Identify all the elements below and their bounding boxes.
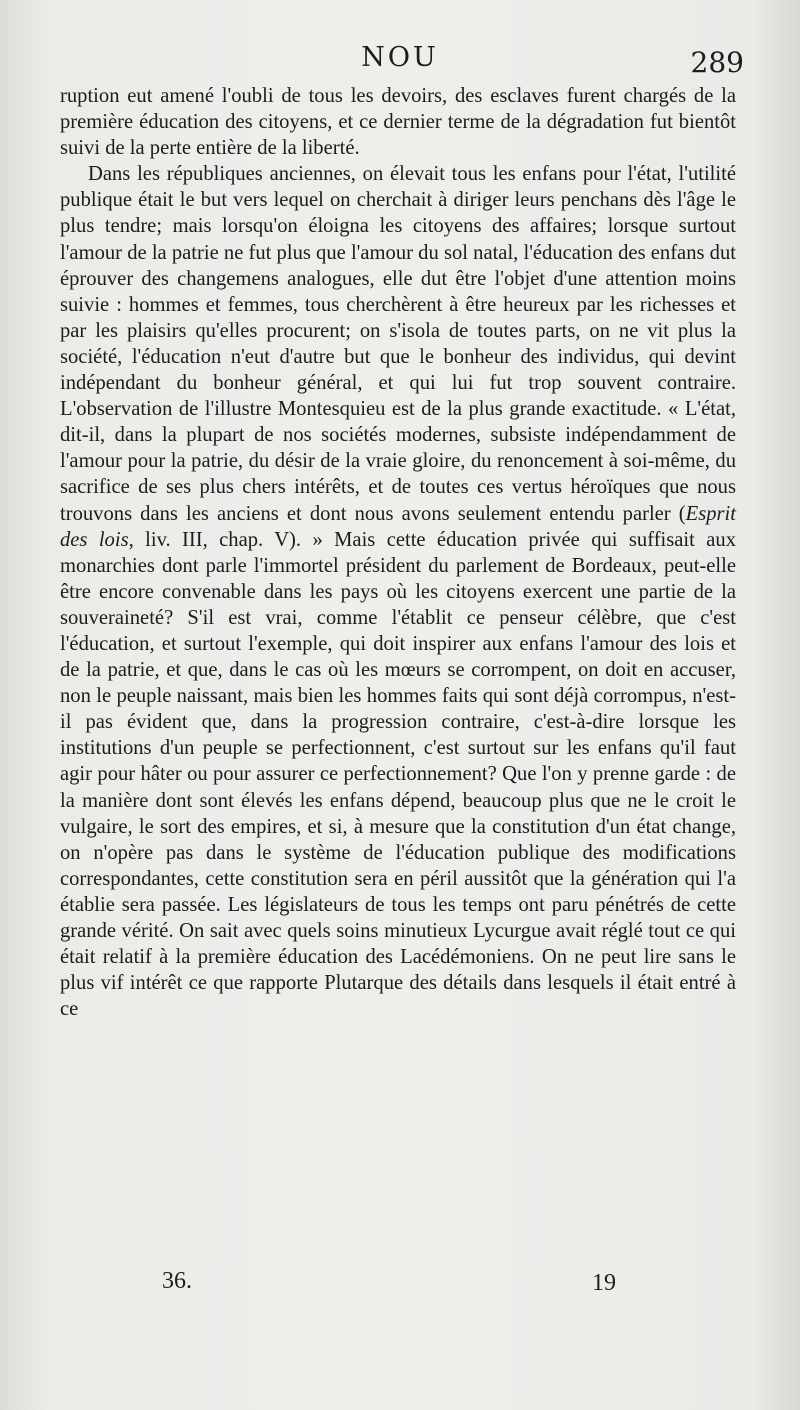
gathering-mark: 19	[592, 1270, 616, 1296]
signature-mark: 36.	[162, 1268, 192, 1294]
page-header	[60, 42, 744, 82]
paragraph-text: , liv. III, chap. V). » Mais cette éducation privée qui suffisait aux monarchies dont parle l'immortel président du parlement de Bordeaux, peut-elle être encore convenable dans les pays où les citoyens exercent une partie de la souveraineté? S'il est vrai, comme l'établit ce penseur célèbre, que c'est l'éducation, et surtout l'exemple, qui doit inspirer aux enfans l'amour des lois et de la patrie, et que, dans le cas où les mœurs se corrompent, on doit en accuser, non le peuple naissant, mais bien les hommes faits qui sont déjà corrompus, n'est-il pas évident que, dans la progression contraire, c'est-à-dire lorsque les institutions d'un peuple se perfectionnent, c'est surtout sur les enfans qu'il faut agir pour hâter ou pour assurer ce perfectionnement? Que l'on y prenne garde : de la manière dont sont élevés les enfans dépend, beaucoup plus que ne le croit le vulgaire, le sort des empires, et si, à mesure que la constitution d'un état change, on n'opère pas dans le système de l'éducation publique des modifications correspondantes, cette constitution sera en péril aussitôt que la génération qui l'a établie sera passée. Les législateurs de tous les temps ont paru pénétrés de cette grande vérité. On sait avec quels soins minutieux Lycurgue avait réglé tout ce qui était relatif à la première éducation des Lacédémoniens. On ne peut lire sans le plus vif intérêt ce que rapporte Plutarque des détails dans lesquels il était entré à ce	[60, 528, 736, 1021]
paragraph-continuation: ruption eut amené l'oubli de tous les devoirs, des esclaves furent chargés de la première éducation des citoyens, et ce dernier terme de la dégradation fut bientôt suivi de la perte entière de la liberté.	[60, 85, 736, 160]
book-title-citation: Esprit des lois	[60, 502, 736, 551]
page-number: 289	[690, 46, 744, 79]
paragraph-education	[60, 161, 736, 1022]
paragraph-text: Dans les républiques anciennes, on élevait tous les enfans pour l'état, l'utilité publique était le but vers lequel on cherchait à diriger leurs penchans dès l'âge le plus tendre; mais lorsqu'on éloigna les citoyens des affaires; lorsque surtout l'amour de la patrie ne fut plus que l'amour du sol natal, l'éducation des enfans dut éprouver des changemens analogues, elle dut être l'objet d'une attention moins suivie : hommes et femmes, tous cherchèrent à être heureux par les richesses et par les plaisirs qu'elles procurent; on s'isola de toutes parts, on ne vit plus la société, l'éducation n'eut d'autre but que le bonheur des individus, qui devint indépendant du bonheur général, et qui lui fut trop souvent contraire. L'observation de l'illustre Montesquieu est de la plus grande exactitude. « L'état, dit-il, dans la plupart de nos sociétés modernes, subsiste indépendamment de l'amour pour la patrie, du désir de la vraie gloire, du renoncement à soi-même, du sacrifice de ses plus chers intérêts, et de toutes ces vertus héroïques que nous trouvons dans les anciens et dont nous avons seulement entendu parler (	[60, 163, 736, 525]
running-head: NOU	[361, 42, 439, 73]
page-footer	[60, 1268, 740, 1304]
body-text	[60, 83, 736, 1022]
